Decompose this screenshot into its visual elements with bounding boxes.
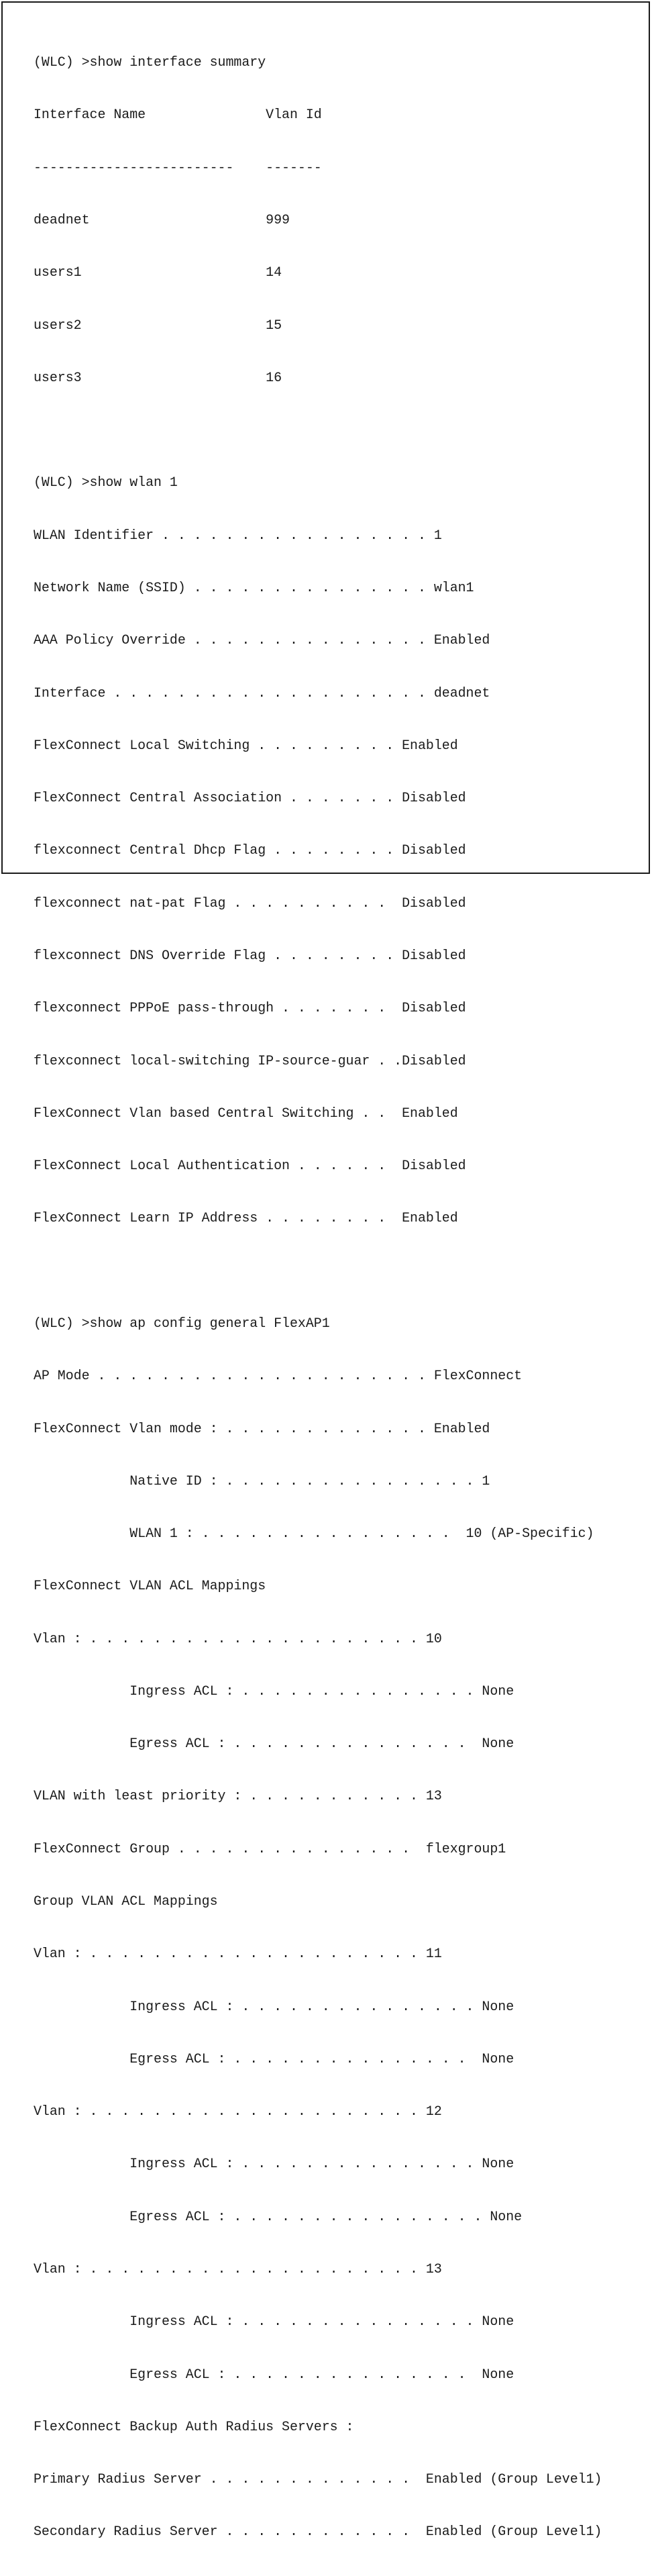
output-line: Native ID : . . . . . . . . . . . . . . . . 1 — [34, 1473, 490, 1489]
output-line: flexconnect DNS Override Flag . . . . . . . . Disabled — [34, 947, 466, 963]
output-line: Secondary Radius Server . . . . . . . . . . . . Enabled (Group Level1) — [34, 2524, 602, 2540]
output-line: Vlan : . . . . . . . . . . . . . . . . . . . . . 10 — [34, 1630, 442, 1646]
output-line: Egress ACL : . . . . . . . . . . . . . . . None — [34, 2366, 514, 2382]
output-line: Ingress ACL : . . . . . . . . . . . . . . . None — [34, 2314, 514, 2330]
output-line: Group VLAN ACL Mappings — [34, 1893, 218, 1910]
output-line: Egress ACL : . . . . . . . . . . . . . . . None — [34, 2050, 514, 2067]
table-row: deadnet 999 — [34, 212, 290, 228]
output-line: Ingress ACL : . . . . . . . . . . . . . . . None — [34, 2156, 514, 2172]
output-line: Ingress ACL : . . . . . . . . . . . . . . . None — [34, 1998, 514, 2014]
output-line: Primary Radius Server . . . . . . . . . . . . . Enabled (Group Level1) — [34, 2471, 602, 2487]
table-row: users1 14 — [34, 264, 282, 281]
output-line: WLAN 1 : . . . . . . . . . . . . . . . . 10 (AP-Specific) — [34, 1526, 594, 1542]
output-line: AP Mode . . . . . . . . . . . . . . . . . . . . . FlexConnect — [34, 1368, 523, 1384]
output-line: Vlan : . . . . . . . . . . . . . . . . . . . . . 11 — [34, 1946, 442, 1962]
output-line: Interface . . . . . . . . . . . . . . . . . . . . deadnet — [34, 685, 490, 701]
table-row: users3 16 — [34, 369, 282, 385]
output-line: FlexConnect Backup Auth Radius Servers : — [34, 2418, 354, 2434]
command-line: (WLC) >show interface summary — [34, 54, 266, 70]
command-line: (WLC) >show ap config general FlexAP1 — [34, 1315, 330, 1331]
output-line: flexconnect Central Dhcp Flag . . . . . . . . Disabled — [34, 842, 466, 858]
output-line: flexconnect local-switching IP-source-guar . .Disabled — [34, 1052, 466, 1069]
output-line: flexconnect PPPoE pass-through . . . . . . . Disabled — [34, 1000, 466, 1016]
blank-line — [34, 422, 602, 439]
output-line: FlexConnect Local Authentication . . . . . . Disabled — [34, 1158, 466, 1174]
table-separator: ------------------------- ------- — [34, 159, 322, 175]
output-line: FlexConnect Local Switching . . . . . . . . . Enabled — [34, 737, 458, 753]
table-row: users2 15 — [34, 317, 282, 333]
command-line: (WLC) >show wlan 1 — [34, 475, 178, 491]
output-line: Vlan : . . . . . . . . . . . . . . . . . . . . . 13 — [34, 2261, 442, 2277]
output-line: FlexConnect Central Association . . . . . . . Disabled — [34, 790, 466, 806]
output-line: WLAN Identifier . . . . . . . . . . . . . . . . . 1 — [34, 527, 442, 543]
output-line: FlexConnect Learn IP Address . . . . . . . . Enabled — [34, 1210, 458, 1226]
output-line: FlexConnect Vlan mode : . . . . . . . . . . . . . Enabled — [34, 1420, 490, 1436]
output-line: FlexConnect Vlan based Central Switching . . Enabled — [34, 1105, 458, 1121]
output-line: Egress ACL : . . . . . . . . . . . . . . . . None — [34, 2208, 523, 2224]
output-line: FlexConnect Group . . . . . . . . . . . . . . . flexgroup1 — [34, 1840, 506, 1856]
output-line: Ingress ACL : . . . . . . . . . . . . . . . None — [34, 1683, 514, 1699]
output-line: Egress ACL : . . . . . . . . . . . . . . . None — [34, 1736, 514, 1752]
blank-line — [34, 1262, 602, 1280]
terminal-window — [1, 1, 650, 2540]
table-header: Interface Name Vlan Id — [34, 107, 322, 123]
terminal-output — [34, 19, 602, 2576]
output-line: flexconnect nat-pat Flag . . . . . . . . . . Disabled — [34, 895, 466, 911]
output-line: VLAN with least priority : . . . . . . . . . . . 13 — [34, 1788, 442, 1804]
output-line: FlexConnect VLAN ACL Mappings — [34, 1578, 266, 1594]
output-line: Vlan : . . . . . . . . . . . . . . . . . . . . . 12 — [34, 2103, 442, 2120]
output-line: AAA Policy Override . . . . . . . . . . . . . . . Enabled — [34, 632, 490, 648]
output-line: Network Name (SSID) . . . . . . . . . . . . . . . wlan1 — [34, 580, 474, 595]
